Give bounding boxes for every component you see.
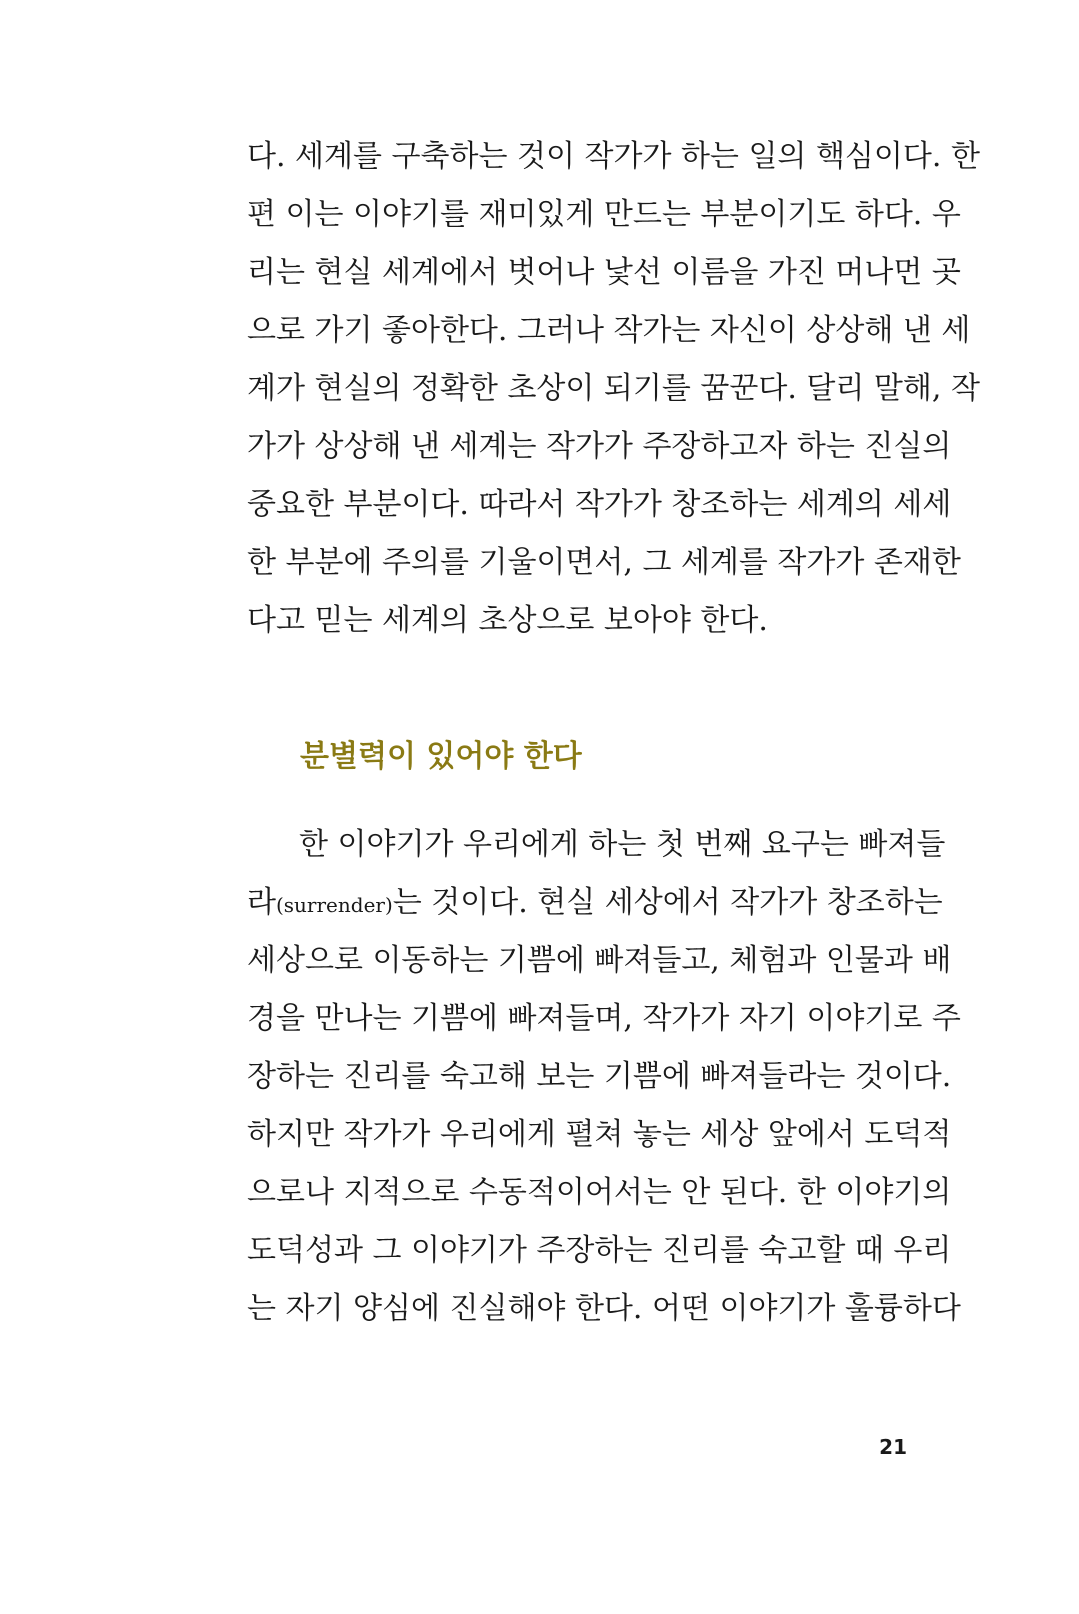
paragraph-1-line: 편 이는 이야기를 재미있게 만드는 부분이기도 하다. 우	[247, 197, 961, 232]
paragraph-1-line: 리는 현실 세계에서 벗어나 낯선 이름을 가진 머나먼 곳	[247, 255, 961, 290]
paragraph-2-line: 는 자기 양심에 진실해야 한다. 어떤 이야기가 훌륭하다	[247, 1291, 961, 1326]
paragraph-1-line: 가가 상상해 낸 세계는 작가가 주장하고자 하는 진실의	[247, 429, 952, 464]
body-paragraph-2	[247, 816, 961, 1338]
latin-gloss: (surrender)	[275, 893, 393, 917]
body-paragraph-1	[247, 128, 980, 650]
paragraph-1-line: 으로 가기 좋아한다. 그러나 작가는 자신이 상상해 낸 세	[247, 313, 971, 348]
paragraph-1-line: 중요한 부분이다. 따라서 작가가 창조하는 세계의 세세	[247, 487, 952, 522]
paragraph-1-line: 한 부분에 주의를 기울이면서, 그 세계를 작가가 존재한	[247, 545, 961, 580]
paragraph-2-line: 한 이야기가 우리에게 하는 첫 번째 요구는 빠져들	[299, 827, 946, 862]
paragraph-2-line: 도덕성과 그 이야기가 주장하는 진리를 숙고할 때 우리	[247, 1233, 952, 1268]
paragraph-1-line: 다고 믿는 세계의 초상으로 보아야 한다.	[247, 603, 768, 638]
page-number: 21	[879, 1435, 907, 1459]
section-heading: 분별력이 있어야 한다	[300, 739, 582, 774]
line-text: 는 것이다. 현실 세상에서 작가가 창조하는	[392, 885, 943, 920]
paragraph-2-line: 으로나 지적으로 수동적이어서는 안 된다. 한 이야기의	[247, 1175, 952, 1210]
paragraph-1-line: 계가 현실의 정확한 초상이 되기를 꿈꾼다. 달리 말해, 작	[247, 371, 980, 406]
paragraph-1-line: 다. 세계를 구축하는 것이 작가가 하는 일의 핵심이다. 한	[247, 139, 980, 174]
paragraph-2-line: 장하는 진리를 숙고해 보는 기쁨에 빠져들라는 것이다.	[247, 1059, 952, 1094]
paragraph-2-line	[247, 874, 943, 932]
line-text: 라	[247, 885, 276, 920]
paragraph-2-line: 경을 만나는 기쁨에 빠져들며, 작가가 자기 이야기로 주	[247, 1001, 961, 1036]
paragraph-2-line: 하지만 작가가 우리에게 펼쳐 놓는 세상 앞에서 도덕적	[247, 1117, 952, 1152]
paragraph-2-line: 세상으로 이동하는 기쁨에 빠져들고, 체험과 인물과 배	[247, 943, 952, 978]
